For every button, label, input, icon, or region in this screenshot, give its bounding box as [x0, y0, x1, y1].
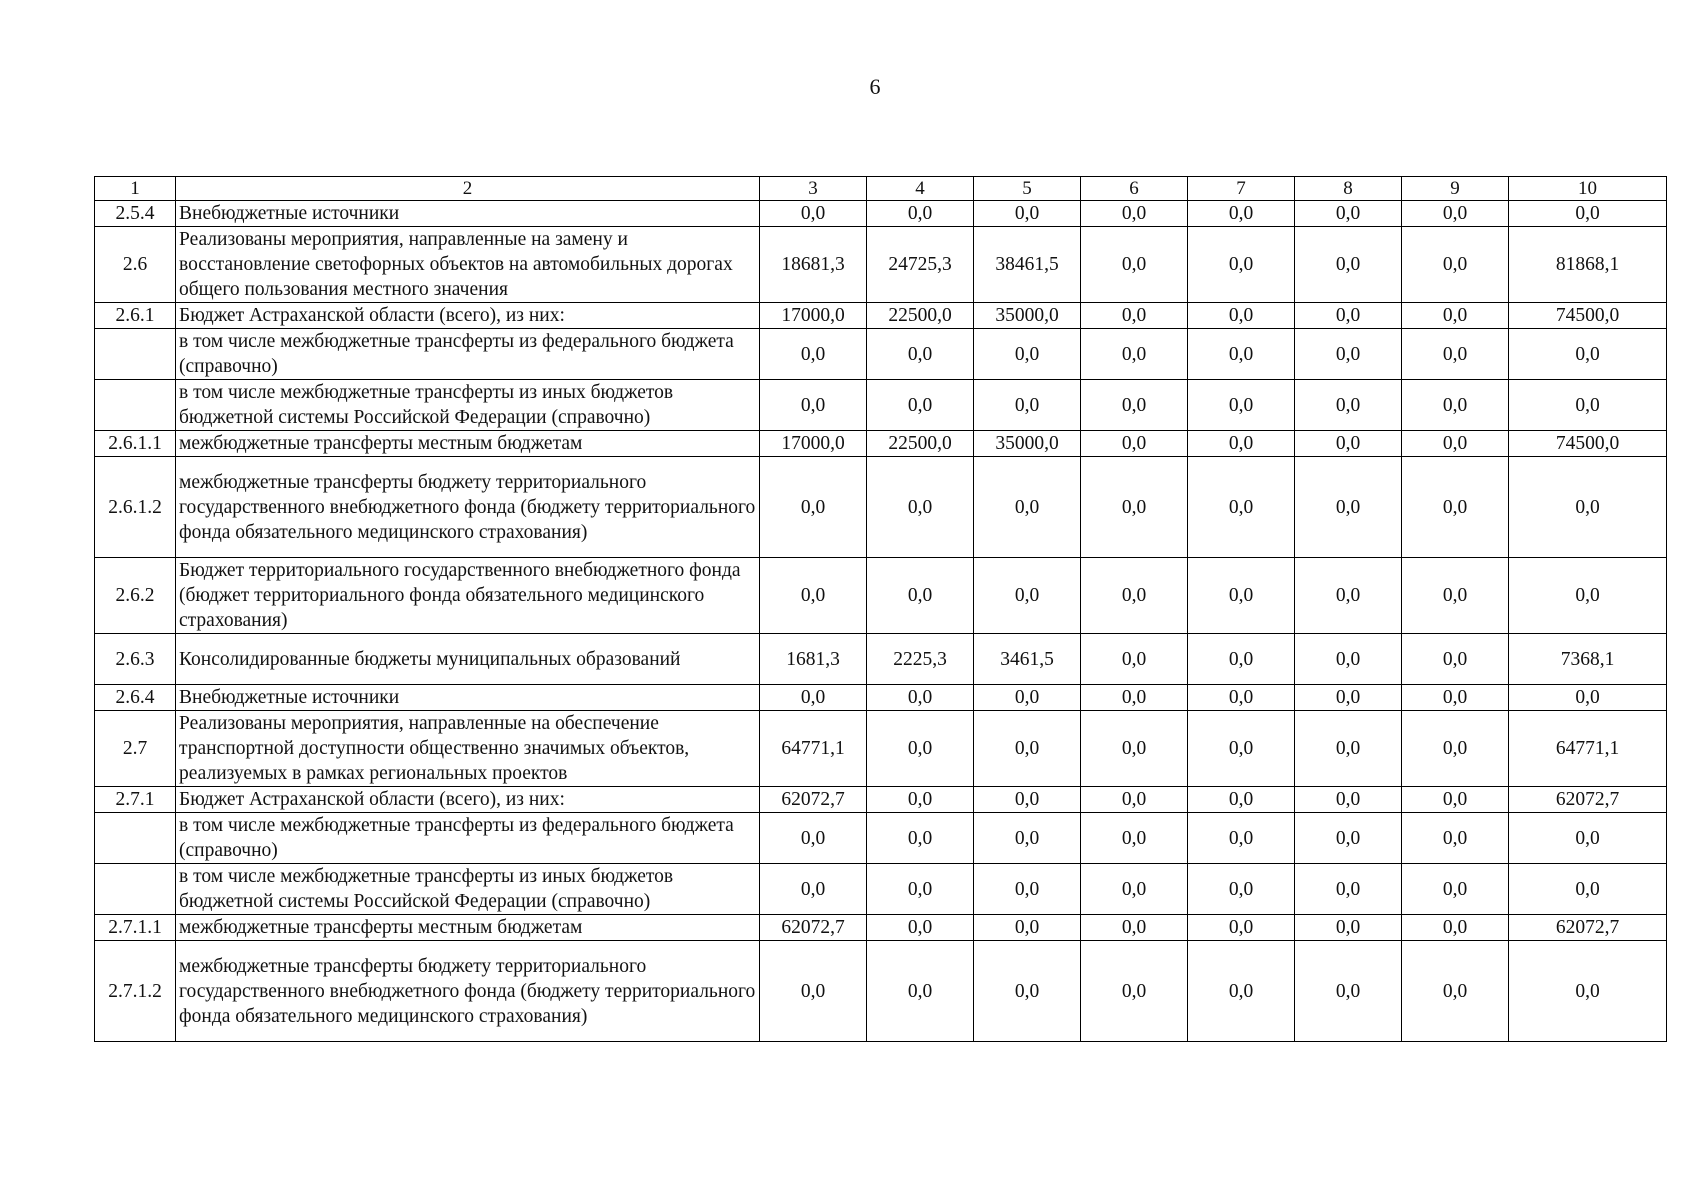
value-cell: 0,0	[974, 201, 1081, 227]
value-cell: 0,0	[760, 864, 867, 915]
header-cell: 1	[95, 177, 176, 201]
value-cell: 0,0	[1402, 457, 1509, 558]
value-cell: 62072,7	[760, 915, 867, 941]
value-cell: 62072,7	[1509, 915, 1667, 941]
row-description: межбюджетные трансферты бюджету территориального государственного внебюджетного фонда (бюджету территориального фонда обязательного медицинского страхования)	[176, 941, 760, 1042]
value-cell: 0,0	[867, 329, 974, 380]
header-row	[95, 177, 1667, 201]
row-code: 2.6.1.2	[95, 457, 176, 558]
row-code	[95, 813, 176, 864]
value-cell: 0,0	[1188, 787, 1295, 813]
value-cell: 0,0	[1402, 711, 1509, 787]
value-cell: 0,0	[1402, 685, 1509, 711]
table-row	[95, 329, 1667, 380]
value-cell: 0,0	[1081, 685, 1188, 711]
value-cell: 0,0	[1081, 634, 1188, 685]
value-cell: 0,0	[974, 711, 1081, 787]
value-cell: 0,0	[1188, 864, 1295, 915]
value-cell: 0,0	[867, 711, 974, 787]
row-code: 2.7	[95, 711, 176, 787]
value-cell: 0,0	[1295, 227, 1402, 303]
value-cell: 0,0	[1295, 329, 1402, 380]
row-description: межбюджетные трансферты местным бюджетам	[176, 915, 760, 941]
value-cell: 0,0	[760, 380, 867, 431]
row-code	[95, 864, 176, 915]
header-cell: 9	[1402, 177, 1509, 201]
table-row	[95, 201, 1667, 227]
value-cell: 0,0	[1081, 329, 1188, 380]
row-description: Бюджет Астраханской области (всего), из них:	[176, 787, 760, 813]
value-cell: 74500,0	[1509, 303, 1667, 329]
row-code: 2.6.4	[95, 685, 176, 711]
table-row	[95, 711, 1667, 787]
value-cell: 0,0	[1402, 864, 1509, 915]
value-cell: 0,0	[760, 685, 867, 711]
value-cell: 0,0	[1509, 813, 1667, 864]
table-row	[95, 558, 1667, 634]
value-cell: 38461,5	[974, 227, 1081, 303]
value-cell: 0,0	[1188, 457, 1295, 558]
table-row	[95, 227, 1667, 303]
table-row	[95, 380, 1667, 431]
row-description: в том числе межбюджетные трансферты из федерального бюджета (справочно)	[176, 329, 760, 380]
value-cell: 0,0	[1295, 813, 1402, 864]
value-cell: 0,0	[1402, 431, 1509, 457]
header-cell: 8	[1295, 177, 1402, 201]
value-cell: 0,0	[1295, 201, 1402, 227]
table-row	[95, 787, 1667, 813]
value-cell: 0,0	[1188, 329, 1295, 380]
value-cell: 0,0	[1188, 915, 1295, 941]
value-cell: 0,0	[760, 201, 867, 227]
value-cell: 0,0	[1295, 711, 1402, 787]
value-cell: 0,0	[1402, 813, 1509, 864]
value-cell: 0,0	[1188, 558, 1295, 634]
row-code: 2.6.1	[95, 303, 176, 329]
row-code: 2.6.1.1	[95, 431, 176, 457]
value-cell: 64771,1	[760, 711, 867, 787]
value-cell: 0,0	[1402, 634, 1509, 685]
value-cell: 0,0	[1188, 941, 1295, 1042]
value-cell: 0,0	[867, 915, 974, 941]
header-cell: 6	[1081, 177, 1188, 201]
row-code: 2.6.3	[95, 634, 176, 685]
value-cell: 0,0	[1402, 787, 1509, 813]
row-description: Внебюджетные источники	[176, 201, 760, 227]
value-cell: 0,0	[760, 558, 867, 634]
value-cell: 0,0	[1081, 303, 1188, 329]
value-cell: 22500,0	[867, 431, 974, 457]
value-cell: 0,0	[1081, 380, 1188, 431]
value-cell: 64771,1	[1509, 711, 1667, 787]
row-code: 2.6	[95, 227, 176, 303]
table-row	[95, 915, 1667, 941]
row-description: Консолидированные бюджеты муниципальных образований	[176, 634, 760, 685]
row-description: в том числе межбюджетные трансферты из иных бюджетов бюджетной системы Российской Федерации (справочно)	[176, 380, 760, 431]
value-cell: 3461,5	[974, 634, 1081, 685]
value-cell: 0,0	[1402, 227, 1509, 303]
value-cell: 0,0	[1295, 915, 1402, 941]
value-cell: 0,0	[1081, 915, 1188, 941]
row-code: 2.7.1.2	[95, 941, 176, 1042]
row-description: в том числе межбюджетные трансферты из федерального бюджета (справочно)	[176, 813, 760, 864]
value-cell: 0,0	[1081, 864, 1188, 915]
value-cell: 0,0	[974, 813, 1081, 864]
value-cell: 0,0	[867, 457, 974, 558]
row-code: 2.7.1	[95, 787, 176, 813]
header-cell: 3	[760, 177, 867, 201]
value-cell: 62072,7	[1509, 787, 1667, 813]
value-cell: 0,0	[1081, 201, 1188, 227]
value-cell: 18681,3	[760, 227, 867, 303]
value-cell: 0,0	[1509, 329, 1667, 380]
value-cell: 0,0	[867, 380, 974, 431]
value-cell: 0,0	[1081, 711, 1188, 787]
value-cell: 0,0	[1402, 941, 1509, 1042]
value-cell: 0,0	[1188, 813, 1295, 864]
table-row	[95, 303, 1667, 329]
row-code: 2.6.2	[95, 558, 176, 634]
row-description: Реализованы мероприятия, направленные на замену и восстановление светофорных объектов на автомобильных дорогах общего пользования местного значения	[176, 227, 760, 303]
value-cell: 24725,3	[867, 227, 974, 303]
value-cell: 0,0	[1509, 941, 1667, 1042]
row-description: межбюджетные трансферты местным бюджетам	[176, 431, 760, 457]
value-cell: 0,0	[1509, 201, 1667, 227]
value-cell: 0,0	[974, 915, 1081, 941]
value-cell: 74500,0	[1509, 431, 1667, 457]
value-cell: 0,0	[867, 941, 974, 1042]
value-cell: 0,0	[974, 787, 1081, 813]
row-description: Бюджет территориального государственного внебюджетного фонда (бюджет территориального фонда обязательного медицинского страхования)	[176, 558, 760, 634]
table-row	[95, 685, 1667, 711]
row-description: в том числе межбюджетные трансферты из иных бюджетов бюджетной системы Российской Федерации (справочно)	[176, 864, 760, 915]
value-cell: 0,0	[1295, 941, 1402, 1042]
value-cell: 0,0	[974, 864, 1081, 915]
value-cell: 7368,1	[1509, 634, 1667, 685]
value-cell: 0,0	[974, 685, 1081, 711]
page-number: 6	[869, 74, 881, 99]
value-cell: 62072,7	[760, 787, 867, 813]
row-code	[95, 380, 176, 431]
value-cell: 1681,3	[760, 634, 867, 685]
value-cell: 0,0	[1188, 201, 1295, 227]
value-cell: 0,0	[1509, 558, 1667, 634]
value-cell: 0,0	[1188, 227, 1295, 303]
value-cell: 0,0	[867, 558, 974, 634]
value-cell: 0,0	[1509, 457, 1667, 558]
value-cell: 0,0	[974, 380, 1081, 431]
value-cell: 0,0	[867, 864, 974, 915]
value-cell: 22500,0	[867, 303, 974, 329]
value-cell: 0,0	[867, 201, 974, 227]
value-cell: 0,0	[1402, 201, 1509, 227]
row-code: 2.7.1.1	[95, 915, 176, 941]
value-cell: 0,0	[1402, 329, 1509, 380]
value-cell: 0,0	[1081, 558, 1188, 634]
value-cell: 0,0	[1081, 431, 1188, 457]
value-cell: 0,0	[974, 457, 1081, 558]
value-cell: 2225,3	[867, 634, 974, 685]
value-cell: 0,0	[1188, 431, 1295, 457]
value-cell: 35000,0	[974, 303, 1081, 329]
value-cell: 0,0	[974, 329, 1081, 380]
value-cell: 0,0	[974, 941, 1081, 1042]
value-cell: 0,0	[1295, 634, 1402, 685]
value-cell: 0,0	[1188, 685, 1295, 711]
value-cell: 0,0	[1509, 380, 1667, 431]
value-cell: 0,0	[1081, 227, 1188, 303]
value-cell: 0,0	[1402, 558, 1509, 634]
row-description: Реализованы мероприятия, направленные на обеспечение транспортной доступности общественно значимых объектов, реализуемых в рамках региональных проектов	[176, 711, 760, 787]
header-cell: 10	[1509, 177, 1667, 201]
value-cell: 0,0	[1295, 558, 1402, 634]
table-row	[95, 813, 1667, 864]
header-cell: 4	[867, 177, 974, 201]
value-cell: 0,0	[974, 558, 1081, 634]
header-cell: 7	[1188, 177, 1295, 201]
value-cell: 0,0	[760, 457, 867, 558]
table-row	[95, 457, 1667, 558]
row-description: межбюджетные трансферты бюджету территориального государственного внебюджетного фонда (бюджету территориального фонда обязательного медицинского страхования)	[176, 457, 760, 558]
budget-table	[94, 176, 1667, 1042]
value-cell: 0,0	[1402, 303, 1509, 329]
row-code	[95, 329, 176, 380]
value-cell: 0,0	[1402, 380, 1509, 431]
value-cell: 0,0	[1188, 303, 1295, 329]
value-cell: 0,0	[1081, 813, 1188, 864]
value-cell: 0,0	[867, 685, 974, 711]
value-cell: 0,0	[760, 941, 867, 1042]
value-cell: 17000,0	[760, 431, 867, 457]
table-row	[95, 864, 1667, 915]
row-description: Внебюджетные источники	[176, 685, 760, 711]
row-code: 2.5.4	[95, 201, 176, 227]
value-cell: 0,0	[1081, 787, 1188, 813]
value-cell: 17000,0	[760, 303, 867, 329]
value-cell: 0,0	[760, 813, 867, 864]
value-cell: 0,0	[867, 787, 974, 813]
value-cell: 0,0	[1188, 711, 1295, 787]
value-cell: 0,0	[1188, 380, 1295, 431]
value-cell: 0,0	[1081, 941, 1188, 1042]
value-cell: 0,0	[1295, 685, 1402, 711]
value-cell: 0,0	[1188, 634, 1295, 685]
value-cell: 0,0	[1509, 685, 1667, 711]
row-description: Бюджет Астраханской области (всего), из них:	[176, 303, 760, 329]
value-cell: 81868,1	[1509, 227, 1667, 303]
value-cell: 0,0	[1509, 864, 1667, 915]
table-row	[95, 941, 1667, 1042]
header-cell: 2	[176, 177, 760, 201]
value-cell: 0,0	[1295, 787, 1402, 813]
value-cell: 0,0	[1295, 457, 1402, 558]
value-cell: 0,0	[1295, 380, 1402, 431]
value-cell: 0,0	[760, 329, 867, 380]
value-cell: 0,0	[1295, 431, 1402, 457]
value-cell: 0,0	[1295, 303, 1402, 329]
header-cell: 5	[974, 177, 1081, 201]
value-cell: 35000,0	[974, 431, 1081, 457]
value-cell: 0,0	[1081, 457, 1188, 558]
value-cell: 0,0	[867, 813, 974, 864]
table-row	[95, 431, 1667, 457]
value-cell: 0,0	[1295, 864, 1402, 915]
value-cell: 0,0	[1402, 915, 1509, 941]
table-row	[95, 634, 1667, 685]
